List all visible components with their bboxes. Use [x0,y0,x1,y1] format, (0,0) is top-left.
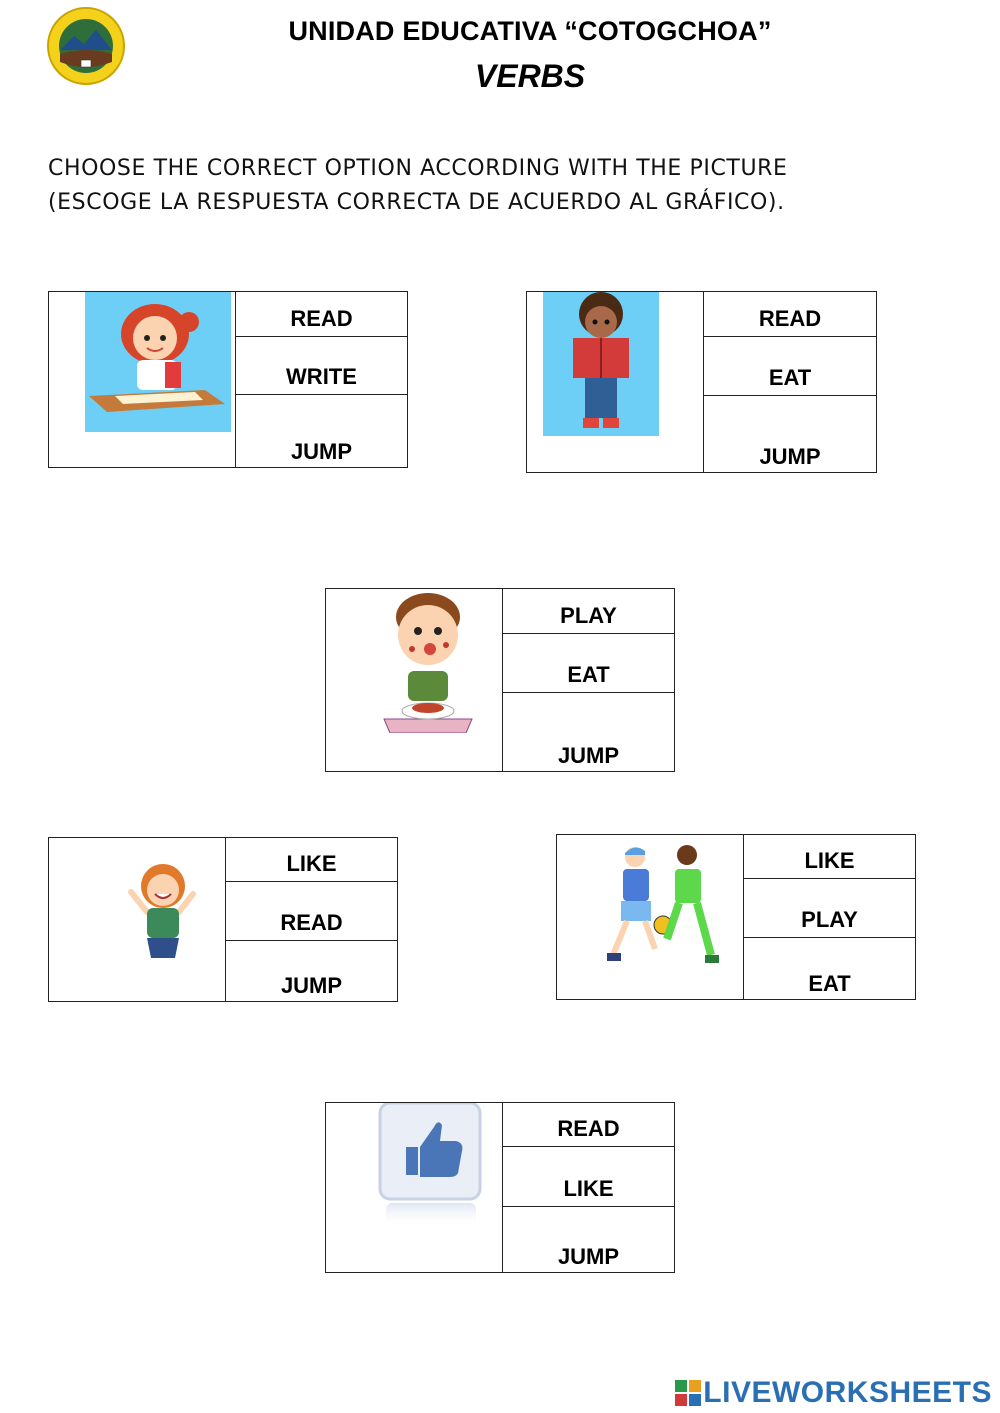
boy-eating-picture [326,589,504,771]
option-jump[interactable]: JUMP [557,743,620,768]
boy-reading-icon [543,292,659,436]
option-write[interactable]: WRITE [236,337,407,395]
options-2 [703,292,876,472]
options-3 [502,589,674,771]
girl-writing-icon [85,292,231,432]
option-read[interactable]: READ [503,1103,674,1147]
instruction-spanish: (ESCOGE LA RESPUESTA CORRECTA DE ACUERDO AL GRÁFICO). [48,190,785,215]
option-read[interactable]: READ [226,882,397,941]
option-play[interactable]: PLAY [744,879,915,938]
boy-eating-icon [382,591,474,733]
boy-jumping-icon [127,862,197,962]
exercise-card-1 [48,291,408,468]
liveworksheets-logo-icon [675,1380,701,1406]
brand-text: LIVEWORKSHEETS [703,1376,992,1409]
options-1 [235,292,407,467]
boys-playing-soccer-picture [557,835,745,999]
soccer-players-icon [599,843,729,967]
exercise-card-6 [325,1102,675,1273]
options-6 [502,1103,674,1272]
option-like[interactable]: LIKE [503,1147,674,1207]
instruction-english: CHOOSE THE CORRECT OPTION ACCORDING WITH THE PICTURE [48,156,788,181]
exercise-card-2 [526,291,877,473]
option-jump[interactable]: JUMP [280,973,343,998]
school-logo [46,6,126,86]
girl-writing-picture [49,292,237,467]
instructions [48,152,948,220]
option-eat[interactable]: EAT [503,634,674,693]
option-jump[interactable]: JUMP [290,439,353,464]
option-like[interactable]: LIKE [744,835,915,879]
exercise-card-5 [556,834,916,1000]
school-name: UNIDAD EDUCATIVA “COTOGCHOA” [288,16,772,46]
thumbs-up-like-picture [326,1103,504,1272]
liveworksheets-brand [675,1376,992,1410]
option-eat[interactable]: EAT [808,971,851,996]
option-read[interactable]: READ [236,292,407,337]
exercise-card-4 [48,837,398,1002]
worksheet-topic: VERBS [474,58,586,94]
option-jump[interactable]: JUMP [557,1244,620,1269]
option-jump[interactable]: JUMP [759,444,821,469]
option-like[interactable]: LIKE [226,838,397,882]
option-read[interactable]: READ [704,292,876,337]
boy-jumping-picture [49,838,227,1001]
boy-reading-picture [527,292,705,472]
thumbs-up-icon [378,1103,482,1233]
options-5 [743,835,915,999]
option-play[interactable]: PLAY [503,589,674,634]
options-4 [225,838,397,1001]
exercise-card-3 [325,588,675,772]
option-eat[interactable]: EAT [704,337,876,396]
